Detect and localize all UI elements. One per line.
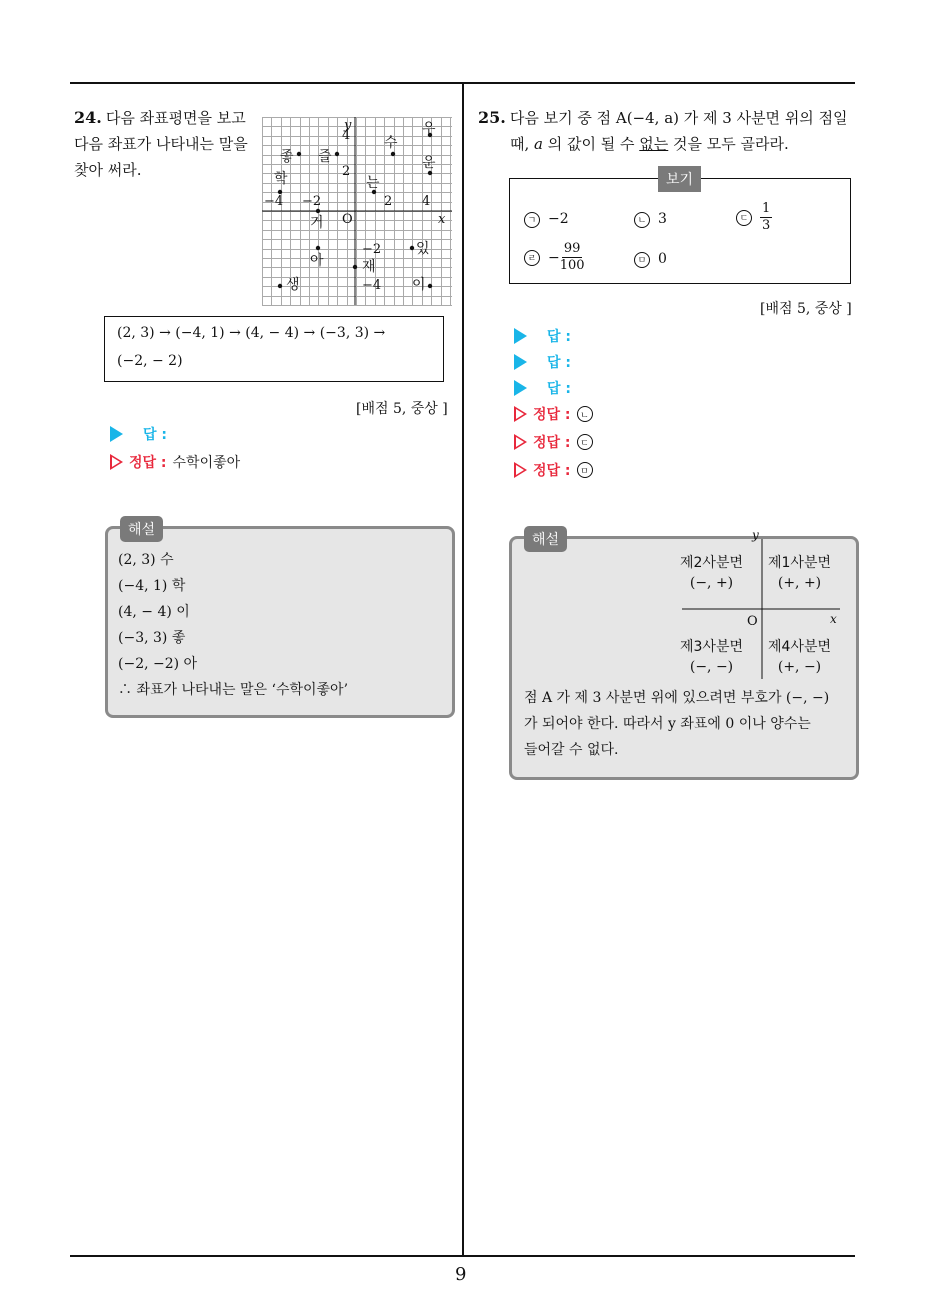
point-dot: [391, 152, 395, 156]
circle-mark: ㄹ: [524, 250, 540, 266]
solution-line: 들어갈 수 없다.: [524, 742, 619, 758]
option-sign: −: [548, 249, 560, 266]
point-word: 생: [286, 277, 300, 293]
q25-solution-text: [524, 685, 850, 763]
option-3: [736, 201, 772, 234]
quadrant-3-label: [680, 637, 743, 677]
q25-score: [배점 5, 중상 ]: [760, 301, 852, 317]
option-value: 0: [658, 251, 667, 267]
column-divider: [462, 82, 464, 1257]
quadrant-sign: (+, −): [777, 659, 822, 675]
q24-title: [74, 105, 249, 183]
answer-arrow-icon: [110, 426, 123, 442]
point-word: 있: [416, 241, 430, 257]
q25-text-post: 것을 모두 골라라.: [668, 135, 789, 153]
quadrant-axis-y-label: y: [752, 528, 759, 542]
correct-arrow-icon: [514, 462, 527, 478]
point-word: 우: [422, 121, 436, 137]
q24-score: [배점 5, 중상 ]: [356, 401, 448, 417]
correct-value: 수학이좋아: [172, 455, 241, 471]
quadrant-name: 제4사분면: [768, 639, 832, 655]
point-word: 거: [310, 215, 324, 231]
point-word: 이: [412, 277, 426, 293]
q25-box-tag: 보기: [658, 166, 701, 192]
q24-sequence-box: [104, 316, 444, 382]
solution-line: (−4, 1) 학: [118, 578, 186, 594]
point-dot: [353, 265, 357, 269]
option-4: [524, 241, 585, 274]
fraction-denominator: 3: [762, 218, 771, 233]
answer-label: 답 :: [547, 381, 571, 397]
option-fraction: [760, 201, 772, 234]
tick-label: 2: [342, 164, 351, 179]
correct-value: ㄷ: [577, 434, 593, 450]
q25-answer-row: [514, 352, 571, 372]
correct-label: 정답 :: [533, 435, 571, 451]
bottom-rule: [70, 1255, 855, 1257]
point-dot: [335, 152, 339, 156]
point-dot: [410, 246, 414, 250]
q24-solution-lines: [118, 547, 348, 703]
point-dot: [316, 246, 320, 250]
q24-solution-tag: 해설: [120, 516, 163, 542]
q25-title: [478, 105, 863, 157]
q25-answer-row: [514, 326, 571, 346]
quadrant-name: 제1사분면: [768, 555, 832, 571]
correct-value: ㄴ: [577, 406, 593, 422]
tick-label: 4: [422, 194, 431, 209]
q24-correct-row: [110, 452, 240, 472]
quadrant-sign: (+, +): [777, 575, 822, 591]
quadrant-sign: (−, −): [689, 659, 734, 675]
answer-arrow-icon: [514, 328, 527, 344]
point-dot: [428, 284, 432, 288]
tick-label: −2: [302, 194, 322, 209]
correct-arrow-icon: [110, 454, 123, 470]
q25-text-pre: 때,: [510, 135, 535, 153]
q25-text-line1: 다음 보기 중 점 A(−4, a) 가 제 3 사분면 위의 점일: [509, 109, 848, 127]
quadrant-axis-x-label: x: [830, 612, 837, 626]
point-word: 학: [274, 171, 288, 187]
option-fraction: [560, 241, 585, 274]
point-word: 즐: [318, 149, 332, 165]
point-word: 운: [422, 155, 436, 171]
q25-solution-box: [509, 528, 859, 780]
q24-coordinate-grid: [262, 117, 452, 305]
point-word: 아: [310, 253, 324, 269]
solution-line: 가 되어야 한다. 따라서 y 좌표에 0 이나 양수는: [524, 716, 811, 732]
correct-arrow-icon: [514, 406, 527, 422]
quadrant-name: 제2사분면: [680, 555, 744, 571]
solution-line: 점 A 가 제 3 사분면 위에 있으려면 부호가 (−, −): [524, 690, 830, 706]
circle-mark: ㄱ: [524, 212, 540, 228]
option-5: [634, 251, 667, 268]
q24-number: 24.: [74, 108, 102, 127]
answer-label: 답 :: [547, 355, 571, 371]
point-dot: [428, 171, 432, 175]
answer-label: 답 :: [547, 329, 571, 345]
q25-solution-tag: 해설: [524, 526, 567, 552]
circle-mark: ㄴ: [634, 212, 650, 228]
tick-label: 4: [342, 128, 351, 143]
q25-number: 25.: [478, 108, 506, 127]
quadrant-2-label: [680, 553, 743, 593]
fraction-numerator: 99: [563, 241, 581, 256]
correct-arrow-icon: [514, 434, 527, 450]
quadrant-origin-label: O: [747, 614, 758, 629]
correct-value: ㅁ: [577, 462, 593, 478]
sequence-line-2: (−2, − 2): [117, 353, 183, 369]
q25-correct-row: [514, 432, 601, 452]
point-dot: [316, 209, 320, 213]
q25-text-underline: 없는: [639, 135, 669, 153]
circle-mark: ㄷ: [736, 210, 752, 226]
tick-label: 2: [384, 194, 393, 209]
correct-label: 정답 :: [129, 455, 167, 471]
quadrant-4-label: [768, 637, 831, 677]
answer-arrow-icon: [514, 380, 527, 396]
answer-arrow-icon: [514, 354, 527, 370]
solution-line: (2, 3) 수: [118, 552, 174, 568]
q25-correct-row: [514, 404, 601, 424]
solution-line: (−3, 3) 좋: [118, 630, 186, 646]
q25-var-a: a: [534, 135, 543, 153]
axis-x-label: x: [438, 212, 446, 227]
q24-text: 다음 좌표평면을 보고 다음 좌표가 나타내는 말을 찾아 써라.: [74, 109, 248, 179]
point-dot: [278, 190, 282, 194]
quadrant-name: 제3사분면: [680, 639, 744, 655]
origin-label: O: [342, 212, 353, 227]
answer-label: 답 :: [143, 427, 167, 443]
q25-options-box: [509, 178, 851, 284]
page-number: 9: [455, 1264, 467, 1285]
point-word: 는: [366, 175, 380, 191]
q25-answer-row: [514, 378, 571, 398]
point-dot: [297, 152, 301, 156]
correct-label: 정답 :: [533, 463, 571, 479]
point-word: 재: [362, 259, 376, 275]
fraction-denominator: 100: [559, 258, 585, 273]
option-2: [634, 211, 667, 228]
solution-line: (4, − 4) 이: [118, 604, 190, 620]
tick-label: −4: [362, 278, 382, 293]
q24-answer-row: [110, 424, 167, 444]
option-1: [524, 211, 569, 228]
tick-label: −4: [264, 194, 284, 209]
correct-label: 정답 :: [533, 407, 571, 423]
fraction-numerator: 1: [762, 201, 771, 216]
solution-line: ∴ 좌표가 나타내는 말은 ‘수학이좋아’: [118, 682, 349, 698]
solution-line: (−2, −2) 아: [118, 656, 198, 672]
option-value: 3: [658, 211, 667, 227]
q25-correct-row: [514, 460, 601, 480]
quadrant-1-label: [768, 553, 831, 593]
option-value: −2: [548, 211, 569, 227]
point-word: 수: [384, 135, 398, 151]
sequence-line-1: (2, 3) → (−4, 1) → (4, − 4) → (−3, 3) →: [117, 325, 386, 341]
circle-mark: ㅁ: [634, 252, 650, 268]
point-word: 좋: [280, 149, 294, 165]
point-dot: [278, 284, 282, 288]
q24-solution-box: [105, 526, 455, 718]
quadrant-sign: (−, +): [689, 575, 734, 591]
axis-y-label: y: [344, 118, 352, 133]
tick-label: −2: [362, 242, 382, 257]
q25-text-mid: 의 값이 될 수: [542, 135, 640, 153]
